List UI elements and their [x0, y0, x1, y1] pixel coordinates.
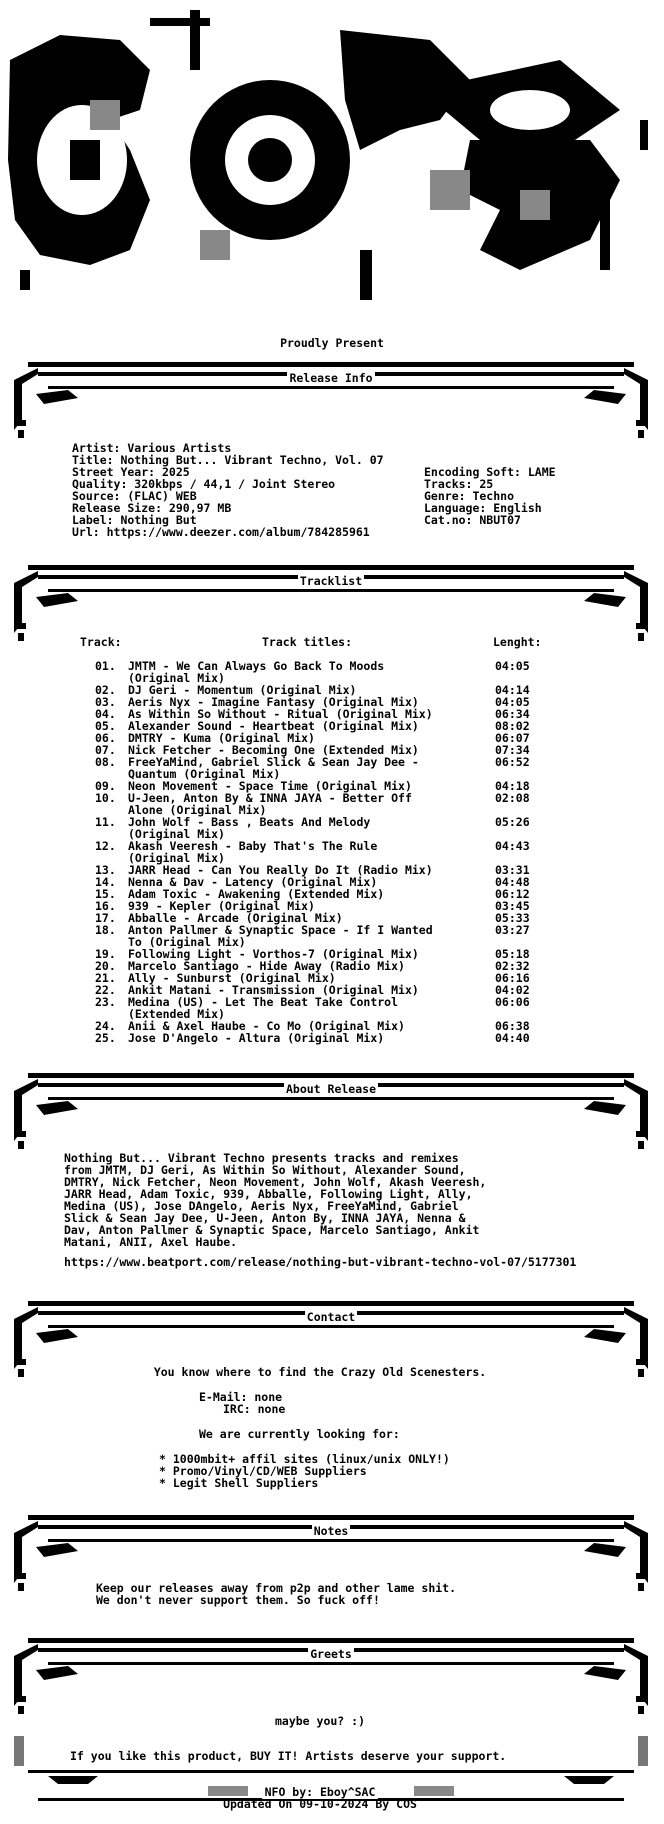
track-title: Aeris Nyx - Imagine Fantasy (Original Mix): [128, 695, 419, 709]
track-number: 20.: [95, 959, 116, 973]
track-length: 05:18: [495, 947, 530, 961]
track-title: Medina (US) - Let The Beat Take Control: [128, 995, 399, 1009]
track-title: John Wolf - Bass , Beats And Melody: [128, 815, 371, 829]
track-length: 04:02: [495, 983, 530, 997]
track-title: Adam Toxic - Awakening (Extended Mix): [128, 887, 385, 901]
track-length: 06:34: [495, 707, 530, 721]
track-length: 06:06: [495, 995, 530, 1009]
track-length: 04:14: [495, 683, 530, 697]
track-title: As Within So Without - Ritual (Original Mix): [128, 707, 433, 721]
about-line: Slick & Sean Jay Dee, U-Jeen, Anton By, INNA JAYA, Nenna &: [64, 1211, 466, 1225]
track-title: Quantum (Original Mix): [128, 767, 281, 781]
track-title: Ally - Sunburst (Original Mix): [128, 971, 336, 985]
updated-on: Updated On 09-10-2024 By COS: [223, 1797, 417, 1811]
tracklist-col-titles: Track titles:: [262, 635, 353, 649]
url: Url: https://www.deezer.com/album/784285961: [72, 525, 370, 539]
track-number: 04.: [95, 707, 116, 721]
genre: Genre: Techno: [424, 489, 515, 503]
track-length: 06:07: [495, 731, 530, 745]
track-length: 04:18: [495, 779, 530, 793]
section-title-about: About Release: [285, 1082, 376, 1096]
track-title: (Original Mix): [128, 851, 225, 865]
track-title: FreeYaMind, Gabriel Slick & Sean Jay Dee -: [128, 755, 419, 769]
track-number: 01.: [95, 659, 116, 673]
track-number: 13.: [95, 863, 116, 877]
track-number: 21.: [95, 971, 116, 985]
track-number: 18.: [95, 923, 116, 937]
track-number: 24.: [95, 1019, 116, 1033]
track-title: Marcelo Santiago - Hide Away (Radio Mix): [128, 959, 405, 973]
about-line: Matani, ANII, Axel Haube.: [64, 1235, 238, 1249]
track-length: 04:05: [495, 695, 530, 709]
track-length: 04:40: [495, 1031, 530, 1045]
notes-line: We don't never support them. So fuck off!: [96, 1593, 380, 1607]
about-line: from JMTM, DJ Geri, As Within So Without, Alexander Sound,: [64, 1163, 466, 1177]
track-title: Alone (Original Mix): [128, 803, 267, 817]
track-number: 02.: [95, 683, 116, 697]
contact-tagline: You know where to find the Crazy Old Scenesters.: [153, 1365, 487, 1379]
track-length: 05:26: [495, 815, 530, 829]
notes-line: Keep our releases away from p2p and other lame shit.: [96, 1581, 457, 1595]
track-length: 07:34: [495, 743, 530, 757]
track-length: 03:27: [495, 923, 530, 937]
track-title: Anton Pallmer & Synaptic Space - If I Wanted: [128, 923, 433, 937]
track-title: (Extended Mix): [128, 1007, 225, 1021]
track-title: Alexander Sound - Heartbeat (Original Mix): [128, 719, 419, 733]
track-number: 22.: [95, 983, 116, 997]
looking-item: * 1000mbit+ affil sites (linux/unix ONLY!): [159, 1452, 450, 1466]
track-number: 03.: [95, 695, 116, 709]
presents-text: Proudly Present: [280, 336, 384, 350]
track-length: 08:02: [495, 719, 530, 733]
track-number: 07.: [95, 743, 116, 757]
track-title: Abballe - Arcade (Original Mix): [128, 911, 343, 925]
looking-item: * Legit Shell Suppliers: [159, 1476, 319, 1490]
language: Language: English: [424, 501, 542, 515]
track-number: 23.: [95, 995, 116, 1009]
greets-line: maybe you? :): [274, 1714, 365, 1728]
track-number: 10.: [95, 791, 116, 805]
track-title: Jose D'Angelo - Altura (Original Mix): [128, 1031, 385, 1045]
track-length: 06:12: [495, 887, 530, 901]
track-length: 05:33: [495, 911, 530, 925]
track-number: 08.: [95, 755, 116, 769]
about-line: DMTRY, Nick Fetcher, Neon Movement, John Wolf, Akash Veeresh,: [64, 1175, 487, 1189]
ascii-logo: [0, 0, 664, 320]
track-title: 939 - Kepler (Original Mix): [128, 899, 315, 913]
track-title: DJ Geri - Momentum (Original Mix): [128, 683, 357, 697]
contact-email: E-Mail: none: [199, 1390, 283, 1404]
track-number: 14.: [95, 875, 116, 889]
track-length: 04:43: [495, 839, 530, 853]
track-title: U-Jeen, Anton By & INNA JAYA - Better Off: [128, 791, 412, 805]
section-title-contact: Contact: [306, 1310, 356, 1324]
encoding-soft: Encoding Soft: LAME: [424, 465, 556, 479]
about-line: Nothing But... Vibrant Techno presents tracks and remixes: [64, 1151, 459, 1165]
tracklist-col-length: Lenght:: [493, 635, 542, 649]
track-length: 03:45: [495, 899, 530, 913]
track-length: 06:38: [495, 1019, 530, 1033]
section-title-tracklist: Tracklist: [299, 574, 363, 588]
nfo-by: NFO by: Eboy^SAC: [0, 1786, 640, 1798]
track-length: 04:05: [495, 659, 530, 673]
section-title-release-info: Release Info: [289, 371, 373, 385]
track-number: 15.: [95, 887, 116, 901]
track-length: 04:48: [495, 875, 530, 889]
track-title: Anii & Axel Haube - Co Mo (Original Mix): [128, 1019, 405, 1033]
about-line: Dav, Anton Pallmer & Synaptic Space, Marcelo Santiago, Ankit: [64, 1223, 480, 1237]
looking-for: We are currently looking for:: [199, 1427, 400, 1441]
track-title: (Original Mix): [128, 671, 225, 685]
track-length: 03:31: [495, 863, 530, 877]
looking-item: * Promo/Vinyl/CD/WEB Suppliers: [159, 1464, 367, 1478]
track-title: (Original Mix): [128, 827, 225, 841]
track-number: 11.: [95, 815, 116, 829]
track-number: 06.: [95, 731, 116, 745]
track-title: Ankit Matani - Transmission (Original Mix): [128, 983, 419, 997]
quality: Quality: 320kbps / 44,1 / Joint Stereo: [72, 477, 336, 491]
track-length: 06:52: [495, 755, 530, 769]
artist: Artist: Various Artists: [72, 441, 232, 455]
track-title: To (Original Mix): [128, 935, 246, 949]
track-title: Akash Veeresh - Baby That's The Rule: [128, 839, 378, 853]
street-year: Street Year: 2025: [72, 465, 190, 479]
source: Source: (FLAC) WEB: [72, 489, 197, 503]
track-title: Neon Movement - Space Time (Original Mix): [128, 779, 412, 793]
about-line: JARR Head, Adam Toxic, 939, Abballe, Following Light, Ally,: [64, 1187, 473, 1201]
release-size: Release Size: 290,97 MB: [72, 501, 232, 515]
section-title-notes: Notes: [313, 1524, 349, 1538]
track-title: Nick Fetcher - Becoming One (Extended Mix): [128, 743, 419, 757]
track-number: 05.: [95, 719, 116, 733]
title: Title: Nothing But... Vibrant Techno, Vol. 07: [72, 453, 384, 467]
track-number: 19.: [95, 947, 116, 961]
track-title: Nenna & Dav - Latency (Original Mix): [128, 875, 378, 889]
track-number: 09.: [95, 779, 116, 793]
track-number: 12.: [95, 839, 116, 853]
track-length: 02:08: [495, 791, 530, 805]
track-title: JARR Head - Can You Really Do It (Radio Mix): [128, 863, 433, 877]
track-number: 16.: [95, 899, 116, 913]
track-number: 25.: [95, 1031, 116, 1045]
track-title: Following Light - Vorthos-7 (Original Mix): [128, 947, 419, 961]
tracklist-col-track: Track:: [80, 635, 122, 649]
track-title: DMTRY - Kuma (Original Mix): [128, 731, 315, 745]
contact-irc: IRC: none: [223, 1402, 286, 1416]
track-number: 17.: [95, 911, 116, 925]
beatport-link[interactable]: https://www.beatport.com/release/nothing-but-vibrant-techno-vol-07/5177301: [64, 1255, 577, 1269]
track-length: 06:16: [495, 971, 530, 985]
label: Label: Nothing But: [72, 513, 197, 527]
about-line: Medina (US), Jose DAngelo, Aeris Nyx, FreeYaMind, Gabriel: [64, 1199, 459, 1213]
track-length: 02:32: [495, 959, 530, 973]
cat-no: Cat.no: NBUT07: [424, 513, 521, 527]
track-title: JMTM - We Can Always Go Back To Moods: [128, 659, 385, 673]
section-title-greets: Greets: [310, 1647, 352, 1661]
tracks-count: Tracks: 25: [424, 477, 494, 491]
support-line: If you like this product, BUY IT! Artists deserve your support.: [70, 1749, 507, 1763]
